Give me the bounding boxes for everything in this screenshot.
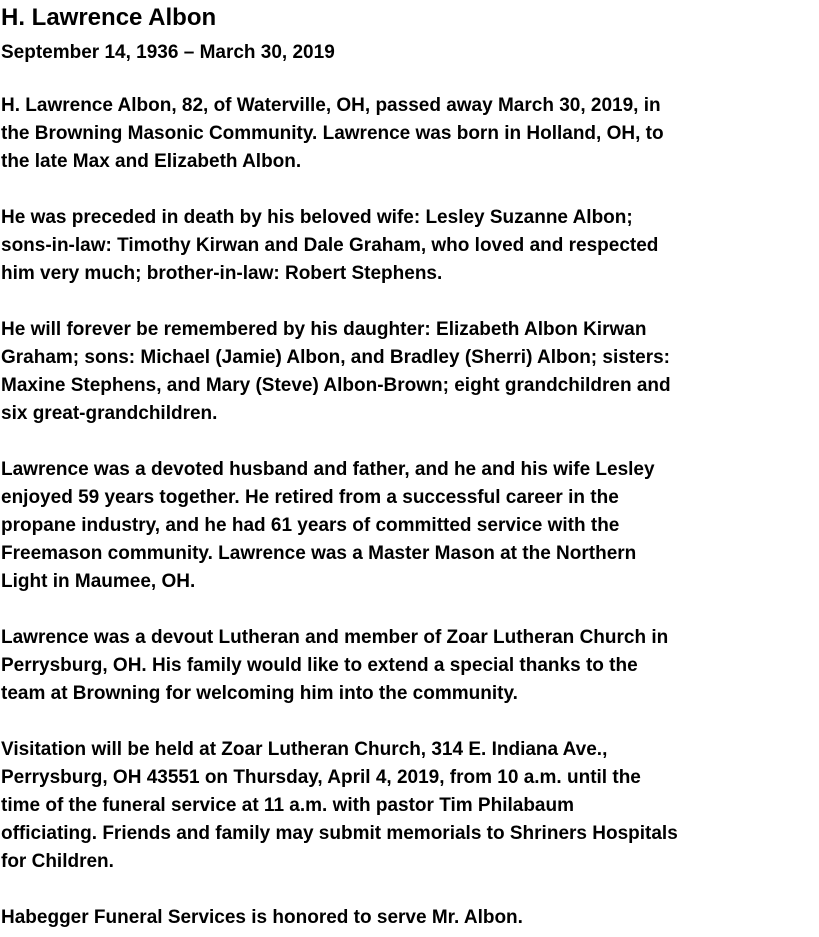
obituary-paragraph	[1, 204, 815, 288]
obituary-paragraph	[1, 456, 815, 596]
paragraph-line: Perrysburg, OH. His family would like to extend a special thanks to the	[1, 655, 638, 676]
paragraph-line: Maxine Stephens, and Mary (Steve) Albon-Brown; eight grandchildren and	[1, 375, 671, 396]
paragraph-line: He was preceded in death by his beloved wife: Lesley Suzanne Albon;	[1, 207, 633, 228]
paragraph-line: sons-in-law: Timothy Kirwan and Dale Graham, who loved and respected	[1, 235, 659, 256]
paragraph-line: him very much; brother-in-law: Robert Stephens.	[1, 263, 443, 284]
paragraph-line: Lawrence was a devoted husband and father, and he and his wife Lesley	[1, 459, 655, 480]
life-dates: September 14, 1936 – March 30, 2019	[1, 42, 335, 63]
paragraph-line: Visitation will be held at Zoar Lutheran Church, 314 E. Indiana Ave.,	[1, 739, 608, 760]
paragraph-line: Habegger Funeral Services is honored to serve Mr. Albon.	[1, 907, 523, 928]
obituary-paragraph	[1, 316, 815, 428]
obituary-body	[1, 92, 815, 932]
paragraph-line: officiating. Friends and family may submit memorials to Shriners Hospitals	[1, 823, 678, 844]
paragraph-line: Freemason community. Lawrence was a Master Mason at the Northern	[1, 543, 637, 564]
paragraph-line: team at Browning for welcoming him into the community.	[1, 683, 518, 704]
paragraph-line: Graham; sons: Michael (Jamie) Albon, and Bradley (Sherri) Albon; sisters:	[1, 347, 671, 368]
paragraph-line: the late Max and Elizabeth Albon.	[1, 151, 302, 172]
obituary-document	[1, 0, 815, 932]
paragraph-line: Lawrence was a devout Lutheran and member of Zoar Lutheran Church in	[1, 627, 669, 648]
obituary-title: H. Lawrence Albon	[1, 4, 217, 31]
paragraph-line: He will forever be remembered by his daughter: Elizabeth Albon Kirwan	[1, 319, 647, 340]
paragraph-line: Perrysburg, OH 43551 on Thursday, April 4, 2019, from 10 a.m. until the	[1, 767, 641, 788]
paragraph-line: time of the funeral service at 11 a.m. with pastor Tim Philabaum	[1, 795, 574, 816]
paragraph-line: Light in Maumee, OH.	[1, 571, 196, 592]
paragraph-line: six great-grandchildren.	[1, 403, 218, 424]
obituary-paragraph	[1, 904, 815, 932]
paragraph-line: enjoyed 59 years together. He retired from a successful career in the	[1, 487, 619, 508]
obituary-paragraph	[1, 624, 815, 708]
obituary-paragraph	[1, 736, 815, 876]
paragraph-line: the Browning Masonic Community. Lawrence was born in Holland, OH, to	[1, 123, 664, 144]
paragraph-line: H. Lawrence Albon, 82, of Waterville, OH, passed away March 30, 2019, in	[1, 95, 661, 116]
paragraph-line: propane industry, and he had 61 years of committed service with the	[1, 515, 620, 536]
paragraph-line: for Children.	[1, 851, 114, 872]
obituary-paragraph	[1, 92, 815, 176]
